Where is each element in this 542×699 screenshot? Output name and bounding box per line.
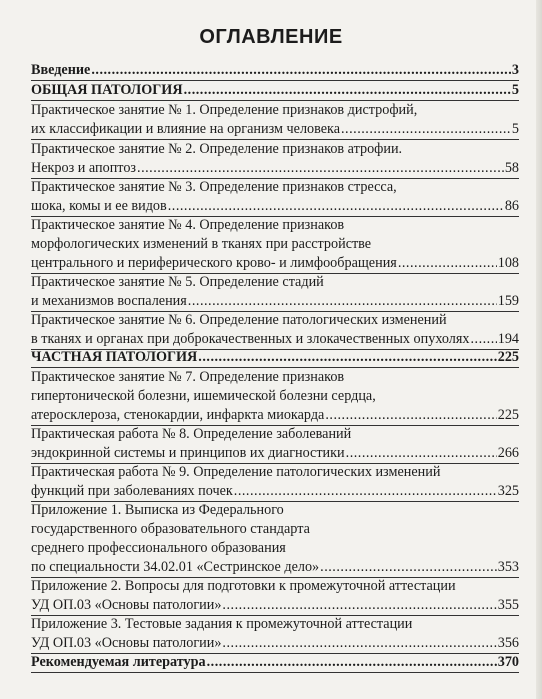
toc-entry-line xyxy=(31,577,519,596)
toc-entry-last-line xyxy=(31,197,519,216)
dot-leader xyxy=(222,634,496,653)
toc-entry-line xyxy=(31,101,519,120)
toc-entry[interactable] xyxy=(31,615,519,654)
dot-leader xyxy=(168,197,504,216)
toc-entry-last-line xyxy=(31,159,519,178)
page-number: 266 xyxy=(497,445,519,461)
page-number: 370 xyxy=(497,654,519,670)
page-number: 356 xyxy=(497,635,519,651)
toc-entry-text: центрального и периферического крово- и лимфообращения xyxy=(31,255,397,271)
toc-entry-text: Приложение 3. Тестовые задания к промежуточной аттестации xyxy=(31,616,413,632)
toc-entry[interactable] xyxy=(31,653,519,673)
toc-entry-last-line xyxy=(31,406,519,425)
toc-entry-line xyxy=(31,463,519,482)
toc-entry-text: и механизмов воспаления xyxy=(31,293,187,309)
page-number: 225 xyxy=(497,407,519,423)
dot-leader xyxy=(137,159,504,178)
toc-entry-text: Приложение 1. Выписка из Федерального xyxy=(31,502,284,518)
dot-leader xyxy=(341,120,511,139)
page-number: 194 xyxy=(497,331,519,347)
page-number: 108 xyxy=(497,255,519,271)
toc-entry-last-line xyxy=(31,653,519,672)
toc-entry-text: Практическое занятие № 2. Определение признаков атрофии. xyxy=(31,141,403,157)
toc-entry-text: в тканях и органах при доброкачественных и злокачественных опухолях xyxy=(31,331,470,347)
toc-entry-text: Практическое занятие № 4. Определение признаков xyxy=(31,217,345,233)
toc-entry-text: Рекомендуемая литература xyxy=(31,654,206,670)
toc-entry-text: Некроз и апоптоз xyxy=(31,160,137,176)
toc-entry-text: ОБЩАЯ ПАТОЛОГИЯ xyxy=(31,82,183,98)
toc-entry-last-line xyxy=(31,254,519,273)
toc-entry[interactable] xyxy=(31,101,519,140)
toc-entry-last-line xyxy=(31,558,519,577)
toc-entry-text: их классификации и влияние на организм человека xyxy=(31,121,340,137)
dot-leader xyxy=(91,61,511,80)
toc-entry-last-line xyxy=(31,292,519,311)
toc-entry-text: морфологических изменений в тканях при расстройстве xyxy=(31,236,372,252)
toc-entry-cell xyxy=(31,501,519,578)
toc-entry-text: Практическое занятие № 3. Определение признаков стресса, xyxy=(31,179,397,195)
toc-entry-text: эндокринной системы и принципов их диагностики xyxy=(31,445,345,461)
dot-leader xyxy=(325,406,496,425)
toc-entry-cell xyxy=(31,653,519,673)
toc-entry-text: Практическая работа № 8. Определение заболеваний xyxy=(31,426,352,442)
page-number: 159 xyxy=(497,293,519,309)
toc-entry-cell xyxy=(31,425,519,464)
toc-entry-line xyxy=(31,311,519,330)
dot-leader xyxy=(222,596,496,615)
toc-entry-last-line xyxy=(31,330,519,349)
dot-leader xyxy=(207,653,497,672)
toc-entry-last-line xyxy=(31,120,519,139)
toc-entry-cell xyxy=(31,311,519,350)
toc-entry-text: государственного образовательного стандарта xyxy=(31,521,310,537)
toc-entry[interactable] xyxy=(31,216,519,274)
toc-entry-last-line xyxy=(31,61,519,80)
toc-entry-line xyxy=(31,425,519,444)
page-edge xyxy=(536,0,542,699)
page-number: 225 xyxy=(497,349,519,365)
toc-entry-cell xyxy=(31,273,519,312)
toc-entry[interactable] xyxy=(31,178,519,217)
toc-entry-line xyxy=(31,273,519,292)
toc-entry-text: Практическое занятие № 5. Определение стадий xyxy=(31,274,324,290)
dot-leader xyxy=(198,348,496,367)
dot-leader xyxy=(346,444,497,463)
toc-entry-line xyxy=(31,520,519,539)
page-number: 5 xyxy=(511,82,519,98)
toc-entry-line xyxy=(31,140,519,159)
page-title: ОГЛАВЛЕНИЕ xyxy=(199,26,343,48)
toc-entry-text: Практическое занятие № 6. Определение патологических изменений xyxy=(31,312,447,328)
toc-entry-last-line xyxy=(31,634,519,653)
toc-entry-line xyxy=(31,615,519,634)
dot-leader xyxy=(470,330,496,349)
toc-entry-text: Введение xyxy=(31,62,91,78)
toc-entry-cell xyxy=(31,577,519,616)
toc-entry[interactable] xyxy=(31,348,519,368)
toc-entry-last-line xyxy=(31,596,519,615)
toc-entry-cell xyxy=(31,348,519,368)
toc-entry-text: шока, комы и ее видов xyxy=(31,198,167,214)
toc-entry-line xyxy=(31,178,519,197)
toc-entry-cell xyxy=(31,216,519,274)
toc-entry[interactable] xyxy=(31,501,519,578)
toc-entry-line xyxy=(31,216,519,235)
toc-entry-cell xyxy=(31,368,519,426)
toc-entry-text: гипертонической болезни, ишемической болезни сердца, xyxy=(31,388,376,404)
toc-entry[interactable] xyxy=(31,577,519,616)
toc-entry-cell xyxy=(31,178,519,217)
toc-entry-text: Практическая работа № 9. Определение патологических изменений xyxy=(31,464,441,480)
toc-entry-line xyxy=(31,368,519,387)
page-number: 86 xyxy=(504,198,519,214)
page-number: 355 xyxy=(497,597,519,613)
toc-entry[interactable] xyxy=(31,311,519,350)
toc-entry[interactable] xyxy=(31,368,519,426)
toc-entry-cell xyxy=(31,463,519,502)
page-number: 5 xyxy=(511,121,519,137)
toc-entry-last-line xyxy=(31,81,519,100)
page-number: 325 xyxy=(497,483,519,499)
toc-entry-text: Приложение 2. Вопросы для подготовки к промежуточной аттестации xyxy=(31,578,456,594)
toc-entry-cell xyxy=(31,81,519,101)
toc-entry-last-line xyxy=(31,348,519,367)
toc-entry-text: функций при заболеваниях почек xyxy=(31,483,233,499)
dot-leader xyxy=(234,482,497,501)
toc-entry[interactable] xyxy=(31,140,519,179)
toc-entry-line xyxy=(31,387,519,406)
toc-entry-text: атеросклероза, стенокардии, инфаркта миокарда xyxy=(31,407,325,423)
toc-entry[interactable] xyxy=(31,81,519,101)
toc-entry-text: ЧАСТНАЯ ПАТОЛОГИЯ xyxy=(31,349,198,365)
dot-leader xyxy=(320,558,497,577)
toc-entry-text: среднего профессионального образования xyxy=(31,540,286,556)
toc-entry-cell xyxy=(31,61,519,81)
toc-entry-cell xyxy=(31,615,519,654)
toc-entry-text: Практическое занятие № 7. Определение признаков xyxy=(31,369,345,385)
toc-entry-line xyxy=(31,501,519,520)
toc-entry-line xyxy=(31,235,519,254)
dot-leader xyxy=(184,81,511,100)
toc-entry[interactable] xyxy=(31,425,519,464)
toc-entry-last-line xyxy=(31,482,519,501)
toc-entry[interactable] xyxy=(31,61,519,81)
toc-entry-text: по специальности 34.02.01 «Сестринское дело» xyxy=(31,559,320,575)
toc-entry-cell xyxy=(31,101,519,140)
toc-entry-line xyxy=(31,539,519,558)
page-number: 353 xyxy=(497,559,519,575)
page-number: 58 xyxy=(504,160,519,176)
toc-entry[interactable] xyxy=(31,273,519,312)
dot-leader xyxy=(188,292,497,311)
toc-entry-last-line xyxy=(31,444,519,463)
dot-leader xyxy=(398,254,497,273)
toc-entry-text: Практическое занятие № 1. Определение признаков дистрофий, xyxy=(31,102,418,118)
toc-entry-text: УД ОП.03 «Основы патологии» xyxy=(31,597,222,613)
toc-entry-cell xyxy=(31,140,519,179)
toc-entry-text: УД ОП.03 «Основы патологии» xyxy=(31,635,222,651)
page-number: 3 xyxy=(511,62,519,78)
toc-entry[interactable] xyxy=(31,463,519,502)
